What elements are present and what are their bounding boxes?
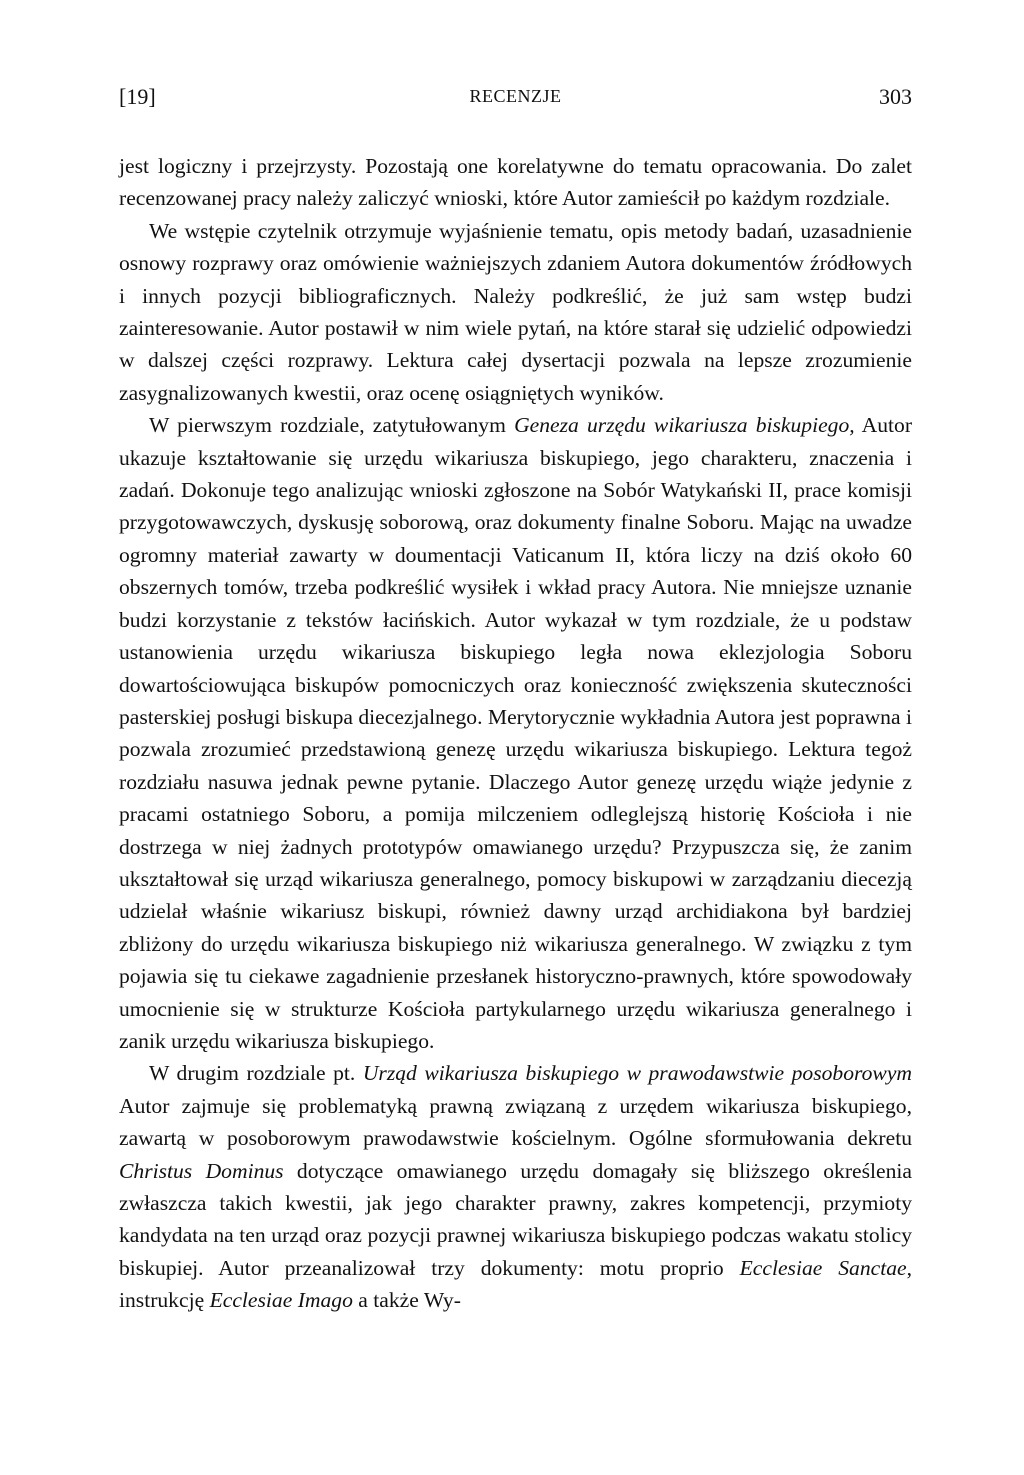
text-run: , instrukcję — [119, 1255, 913, 1313]
section-number: [19] — [119, 84, 156, 109]
text-run: Autor zajmuje się problematyką prawną związaną z urzędem wikariusza biskupiego, zawartą w posoborowym prawodawstwie kościelnym. Ogólne sformułowania dekretu — [119, 1093, 912, 1151]
running-header — [119, 84, 912, 118]
running-title: RECENZJE — [469, 86, 562, 106]
text-run: W pierwszym rozdziale, zatytułowanym — [149, 413, 515, 438]
paragraph — [119, 409, 912, 1057]
italic-title: Ecclesiae Sanctae — [739, 1255, 907, 1280]
italic-title: Urząd wikariusza biskupiego w prawodawstwie posoborowym — [362, 1061, 912, 1086]
text-run: We wstępie czytelnik otrzymuje wyjaśnienie tematu, opis metody badań, uzasadnienie osnowy rozprawy oraz omówienie ważniejszych zdaniem Autora dokumentów źródłowych i innych pozycji bibliograficznych. Należy podkreślić, że już sam wstęp budzi zainteresowanie. Autor postawił w nim wiele pytań, na które starał się udzielić odpowiedzi w dalszej części rozprawy. Lektura całej dysertacji pozwala na lepsze zrozumienie zasygnalizowanych kwestii, oraz ocenę osiągniętych wyników. — [119, 218, 912, 405]
text-run: W drugim rozdziale pt. — [149, 1061, 363, 1086]
italic-title: Ecclesiae Imago — [209, 1288, 353, 1313]
text-run: Autor ukazuje kształtowanie się urzędu wikariusza biskupiego, jego charakteru, znaczenia i zadań. Dokonuje tego analizując wnioski zgłoszone na Sobór Watykański II, prace komisji przygotowawczych, dyskusję soborową, oraz dokumenty finalne Soboru. Mając na uwadze ogromny materiał zawarty w doumentacji Vaticanum II, która liczy na dziś około 60 obszernych tomów, trzeba podkreślić wysiłek i wkład pracy Autora. Nie mniejsze uznanie budzi korzystanie z tekstów łacińskich. Autor wykazał w tym rozdziale, że u podstaw ustanowienia urzędu wikariusza biskupiego legła nowa eklezjologia Soboru dowartościowująca biskupów pomocniczych oraz konieczność zwiększenia skuteczności pasterskiej posługi biskupa diecezjalnego. Merytorycznie wykładnia Autora jest poprawna i pozwala zrozumieć przedstawioną genezę urzędu wikariusza biskupiego. Lektura tegoż rozdziału nasuwa jednak pewne pytanie. Dlaczego Autor genezę urzędu wiąże jedynie z pracami ostatniego Soboru, a pomija milczeniem odleglejszą historię Kościoła i nie dostrzega w niej żadnych prototypów omawianego urzędu? Przypuszcza się, że zanim ukształtował się urząd wikariusza generalnego, pomocy biskupowi w zarządzaniu diecezją udzielał właśnie wikariusz biskupi, również dawny urząd archidiakona był bardziej zbliżony do urzędu wikariusza biskupiego niż wikariusza generalnego. W związku z tym pojawia się tu ciekawe zagadnienie przesłanek historyczno-prawnych, które spowodowały umocnienie się w strukturze Kościoła partykularnego urzędu wikariusza generalnego i zanik urzędu wikariusza biskupiego. — [119, 413, 913, 1053]
italic-title: Christus Dominus — [119, 1158, 284, 1183]
paragraph — [119, 150, 912, 215]
text-run: dotyczące omawianego urzędu domagały się bliższego określenia zwłaszcza takich kwestii, jak jego charakter prawny, zakres kompetencji, przymioty kandydata na ten urząd oraz pozycji prawnej wikariusza biskupiego podczas wakatu stolicy biskupiej. Autor przeanalizował trzy dokumenty: motu proprio — [119, 1158, 912, 1280]
text-run: a także Wy- — [352, 1288, 461, 1313]
paragraph — [119, 215, 912, 409]
italic-title: Geneza urzędu wikariusza biskupiego, — [514, 413, 855, 438]
text-run: jest logiczny i przejrzysty. Pozostają one korelatywne do tematu opracowania. Do zalet recenzowanej pracy należy zaliczyć wnioski, które Autor zamieścił po każdym rozdziale. — [119, 154, 912, 211]
body-text — [119, 150, 912, 1317]
paragraph — [119, 1057, 912, 1316]
page-number: 303 — [879, 84, 912, 109]
